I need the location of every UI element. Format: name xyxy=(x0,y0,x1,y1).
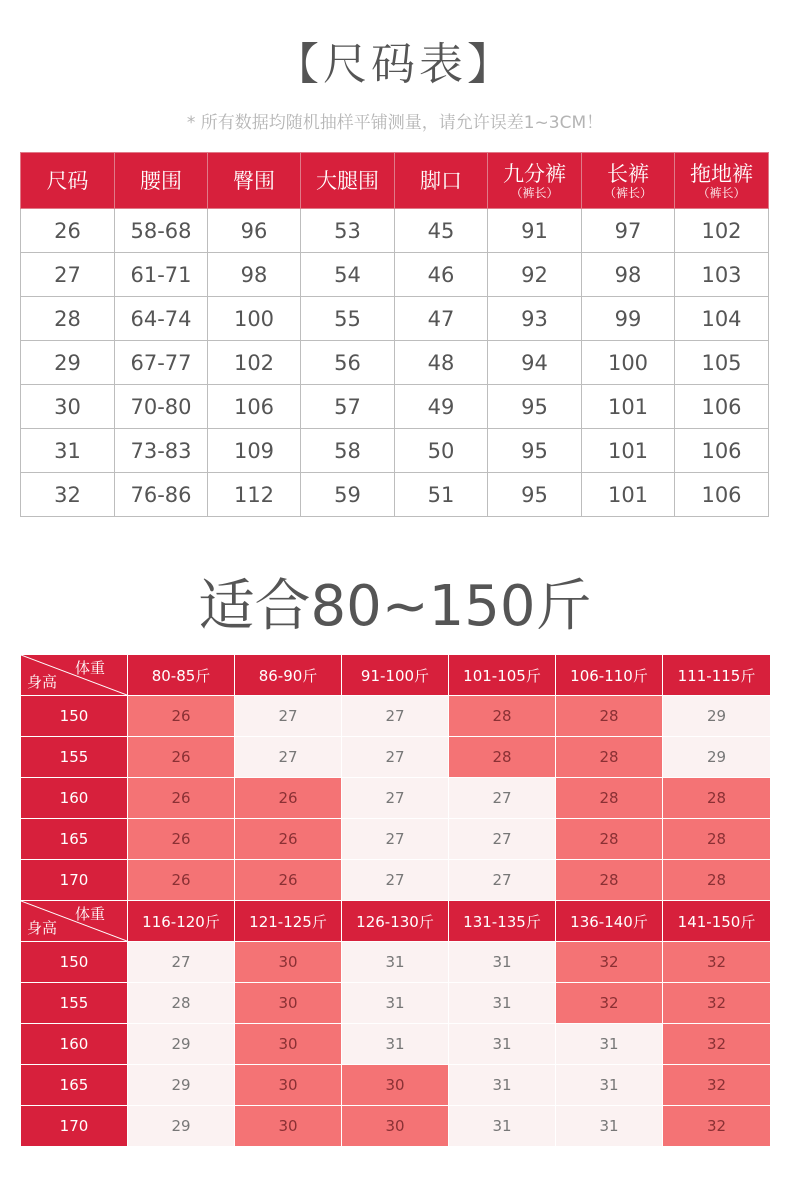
size-cell: 56 xyxy=(301,341,395,385)
fit-range-title: 适合80~150斤 xyxy=(198,574,592,639)
weight-range-header: 136-140斤 xyxy=(556,901,663,942)
recommended-size-cell: 30 xyxy=(342,1065,449,1106)
size-cell: 49 xyxy=(395,385,488,429)
recommended-size-cell: 26 xyxy=(128,737,235,778)
size-cell: 93 xyxy=(488,297,582,341)
height-label: 150 xyxy=(21,696,128,737)
size-cell: 101 xyxy=(582,473,675,517)
size-chart-table xyxy=(20,152,769,517)
size-header-label: 尺码 xyxy=(46,168,89,193)
recommended-size-cell: 28 xyxy=(556,696,663,737)
size-cell: 102 xyxy=(675,209,769,253)
size-header-cell xyxy=(21,153,115,209)
size-cell: 95 xyxy=(488,473,582,517)
size-cell: 112 xyxy=(208,473,301,517)
recommended-size-cell: 32 xyxy=(663,1024,771,1065)
recommended-size-cell: 28 xyxy=(663,860,771,901)
corner-weight-label: 体重 xyxy=(74,659,105,677)
size-cell: 70-80 xyxy=(115,385,208,429)
corner-height-label: 身高 xyxy=(27,919,58,937)
size-cell: 46 xyxy=(395,253,488,297)
weight-range-header: 141-150斤 xyxy=(663,901,771,942)
weight-range-header: 116-120斤 xyxy=(128,901,235,942)
table-row xyxy=(21,429,769,473)
recommended-size-cell: 30 xyxy=(235,1065,342,1106)
size-cell: 106 xyxy=(208,385,301,429)
recommended-size-cell: 28 xyxy=(556,819,663,860)
recommended-size-cell: 30 xyxy=(235,1106,342,1147)
size-cell: 96 xyxy=(208,209,301,253)
recommended-size-cell: 32 xyxy=(556,942,663,983)
size-cell: 105 xyxy=(675,341,769,385)
height-label: 170 xyxy=(21,1106,128,1147)
size-cell: 32 xyxy=(21,473,115,517)
size-cell: 95 xyxy=(488,429,582,473)
size-cell: 29 xyxy=(21,341,115,385)
recommended-size-cell: 28 xyxy=(128,983,235,1024)
size-cell: 98 xyxy=(582,253,675,297)
recommended-size-cell: 31 xyxy=(449,1106,556,1147)
weight-range-header: 111-115斤 xyxy=(663,655,771,696)
size-header-sublabel: （裤长） xyxy=(603,185,652,200)
table-row xyxy=(21,819,771,860)
size-cell: 101 xyxy=(582,385,675,429)
size-cell: 28 xyxy=(21,297,115,341)
recommended-size-cell: 27 xyxy=(449,860,556,901)
recommended-size-cell: 29 xyxy=(128,1106,235,1147)
size-header-cell xyxy=(115,153,208,209)
size-header-cell xyxy=(582,153,675,209)
recommended-size-cell: 29 xyxy=(663,696,771,737)
table-row xyxy=(21,696,771,737)
size-header-label: 臀围 xyxy=(233,168,275,193)
corner-weight-label: 体重 xyxy=(74,905,105,923)
size-header-label: 大腿围 xyxy=(316,168,379,193)
recommended-size-cell: 26 xyxy=(128,860,235,901)
height-label: 170 xyxy=(21,860,128,901)
fit-recommendation-table xyxy=(20,654,771,1147)
table-row xyxy=(21,1024,771,1065)
size-cell: 104 xyxy=(675,297,769,341)
size-cell: 106 xyxy=(675,385,769,429)
recommended-size-cell: 28 xyxy=(556,737,663,778)
recommended-size-cell: 30 xyxy=(235,942,342,983)
height-label: 165 xyxy=(21,1065,128,1106)
weight-range-header: 131-135斤 xyxy=(449,901,556,942)
size-cell: 58 xyxy=(301,429,395,473)
size-cell: 106 xyxy=(675,429,769,473)
recommended-size-cell: 27 xyxy=(342,737,449,778)
size-cell: 109 xyxy=(208,429,301,473)
page-title: 【尺码表】 xyxy=(275,39,515,90)
corner-cell xyxy=(21,655,128,696)
measurement-note: * 所有数据均随机抽样平铺测量，请允许误差1~3CM！ xyxy=(186,113,604,133)
size-cell: 30 xyxy=(21,385,115,429)
table-row xyxy=(21,297,769,341)
size-cell: 47 xyxy=(395,297,488,341)
corner-height-label: 身高 xyxy=(27,673,58,691)
size-cell: 73-83 xyxy=(115,429,208,473)
size-table-header-row xyxy=(21,153,769,209)
recommended-size-cell: 29 xyxy=(128,1024,235,1065)
table-row xyxy=(21,341,769,385)
height-label: 165 xyxy=(21,819,128,860)
recommended-size-cell: 27 xyxy=(449,819,556,860)
table-row xyxy=(21,473,769,517)
size-cell: 64-74 xyxy=(115,297,208,341)
recommended-size-cell: 29 xyxy=(128,1065,235,1106)
recommended-size-cell: 27 xyxy=(128,942,235,983)
recommended-size-cell: 32 xyxy=(663,1065,771,1106)
recommended-size-cell: 27 xyxy=(342,860,449,901)
fit-weight-header-row xyxy=(21,901,771,942)
recommended-size-cell: 31 xyxy=(556,1106,663,1147)
size-cell: 76-86 xyxy=(115,473,208,517)
table-row xyxy=(21,253,769,297)
table-row xyxy=(21,209,769,253)
recommended-size-cell: 27 xyxy=(342,819,449,860)
size-cell: 67-77 xyxy=(115,341,208,385)
size-cell: 97 xyxy=(582,209,675,253)
recommended-size-cell: 27 xyxy=(342,696,449,737)
size-cell: 57 xyxy=(301,385,395,429)
weight-range-header: 80-85斤 xyxy=(128,655,235,696)
size-cell: 51 xyxy=(395,473,488,517)
recommended-size-cell: 32 xyxy=(556,983,663,1024)
size-cell: 100 xyxy=(582,341,675,385)
recommended-size-cell: 31 xyxy=(449,983,556,1024)
size-header-label: 长裤 xyxy=(607,161,649,186)
size-header-cell xyxy=(395,153,488,209)
size-cell: 58-68 xyxy=(115,209,208,253)
weight-range-header: 91-100斤 xyxy=(342,655,449,696)
size-header-sublabel: （裤长） xyxy=(697,185,746,200)
weight-range-header: 106-110斤 xyxy=(556,655,663,696)
size-cell: 92 xyxy=(488,253,582,297)
size-header-cell xyxy=(208,153,301,209)
size-header-cell xyxy=(301,153,395,209)
recommended-size-cell: 27 xyxy=(449,778,556,819)
recommended-size-cell: 26 xyxy=(235,860,342,901)
table-row xyxy=(21,737,771,778)
size-cell: 91 xyxy=(488,209,582,253)
size-cell: 26 xyxy=(21,209,115,253)
recommended-size-cell: 31 xyxy=(342,942,449,983)
table-row xyxy=(21,942,771,983)
recommended-size-cell: 27 xyxy=(235,737,342,778)
recommended-size-cell: 31 xyxy=(556,1024,663,1065)
size-cell: 27 xyxy=(21,253,115,297)
recommended-size-cell: 28 xyxy=(449,737,556,778)
recommended-size-cell: 32 xyxy=(663,983,771,1024)
size-header-sublabel: （裤长） xyxy=(510,185,559,200)
recommended-size-cell: 26 xyxy=(235,778,342,819)
recommended-size-cell: 31 xyxy=(342,983,449,1024)
weight-range-header: 121-125斤 xyxy=(235,901,342,942)
recommended-size-cell: 31 xyxy=(342,1024,449,1065)
table-row xyxy=(21,860,771,901)
size-header-cell xyxy=(675,153,769,209)
recommended-size-cell: 28 xyxy=(556,860,663,901)
size-cell: 50 xyxy=(395,429,488,473)
recommended-size-cell: 28 xyxy=(556,778,663,819)
weight-range-header: 126-130斤 xyxy=(342,901,449,942)
weight-range-header: 101-105斤 xyxy=(449,655,556,696)
size-header-label: 腰围 xyxy=(140,168,182,193)
size-cell: 94 xyxy=(488,341,582,385)
height-label: 155 xyxy=(21,983,128,1024)
fit-weight-header-row xyxy=(21,655,771,696)
size-cell: 61-71 xyxy=(115,253,208,297)
size-cell: 100 xyxy=(208,297,301,341)
weight-range-header: 86-90斤 xyxy=(235,655,342,696)
recommended-size-cell: 28 xyxy=(449,696,556,737)
size-cell: 103 xyxy=(675,253,769,297)
recommended-size-cell: 28 xyxy=(663,778,771,819)
size-cell: 54 xyxy=(301,253,395,297)
recommended-size-cell: 30 xyxy=(235,1024,342,1065)
recommended-size-cell: 30 xyxy=(235,983,342,1024)
table-row xyxy=(21,385,769,429)
height-label: 155 xyxy=(21,737,128,778)
recommended-size-cell: 26 xyxy=(128,819,235,860)
corner-cell xyxy=(21,901,128,942)
recommended-size-cell: 28 xyxy=(663,819,771,860)
table-row xyxy=(21,1065,771,1106)
recommended-size-cell: 27 xyxy=(235,696,342,737)
recommended-size-cell: 31 xyxy=(556,1065,663,1106)
size-cell: 98 xyxy=(208,253,301,297)
size-cell: 101 xyxy=(582,429,675,473)
recommended-size-cell: 31 xyxy=(449,1065,556,1106)
recommended-size-cell: 26 xyxy=(128,696,235,737)
size-cell: 102 xyxy=(208,341,301,385)
table-row xyxy=(21,983,771,1024)
recommended-size-cell: 30 xyxy=(342,1106,449,1147)
recommended-size-cell: 29 xyxy=(663,737,771,778)
size-cell: 45 xyxy=(395,209,488,253)
recommended-size-cell: 27 xyxy=(342,778,449,819)
size-cell: 31 xyxy=(21,429,115,473)
size-header-cell xyxy=(488,153,582,209)
height-label: 160 xyxy=(21,1024,128,1065)
table-row xyxy=(21,1106,771,1147)
height-label: 160 xyxy=(21,778,128,819)
size-cell: 55 xyxy=(301,297,395,341)
recommended-size-cell: 26 xyxy=(235,819,342,860)
size-cell: 95 xyxy=(488,385,582,429)
size-header-label: 拖地裤 xyxy=(690,161,753,186)
height-label: 150 xyxy=(21,942,128,983)
recommended-size-cell: 31 xyxy=(449,1024,556,1065)
size-cell: 59 xyxy=(301,473,395,517)
size-cell: 53 xyxy=(301,209,395,253)
size-cell: 99 xyxy=(582,297,675,341)
recommended-size-cell: 31 xyxy=(449,942,556,983)
recommended-size-cell: 26 xyxy=(128,778,235,819)
recommended-size-cell: 32 xyxy=(663,942,771,983)
size-cell: 48 xyxy=(395,341,488,385)
table-row xyxy=(21,778,771,819)
size-header-label: 脚口 xyxy=(420,168,462,193)
recommended-size-cell: 32 xyxy=(663,1106,771,1147)
size-header-label: 九分裤 xyxy=(503,161,566,186)
size-cell: 106 xyxy=(675,473,769,517)
